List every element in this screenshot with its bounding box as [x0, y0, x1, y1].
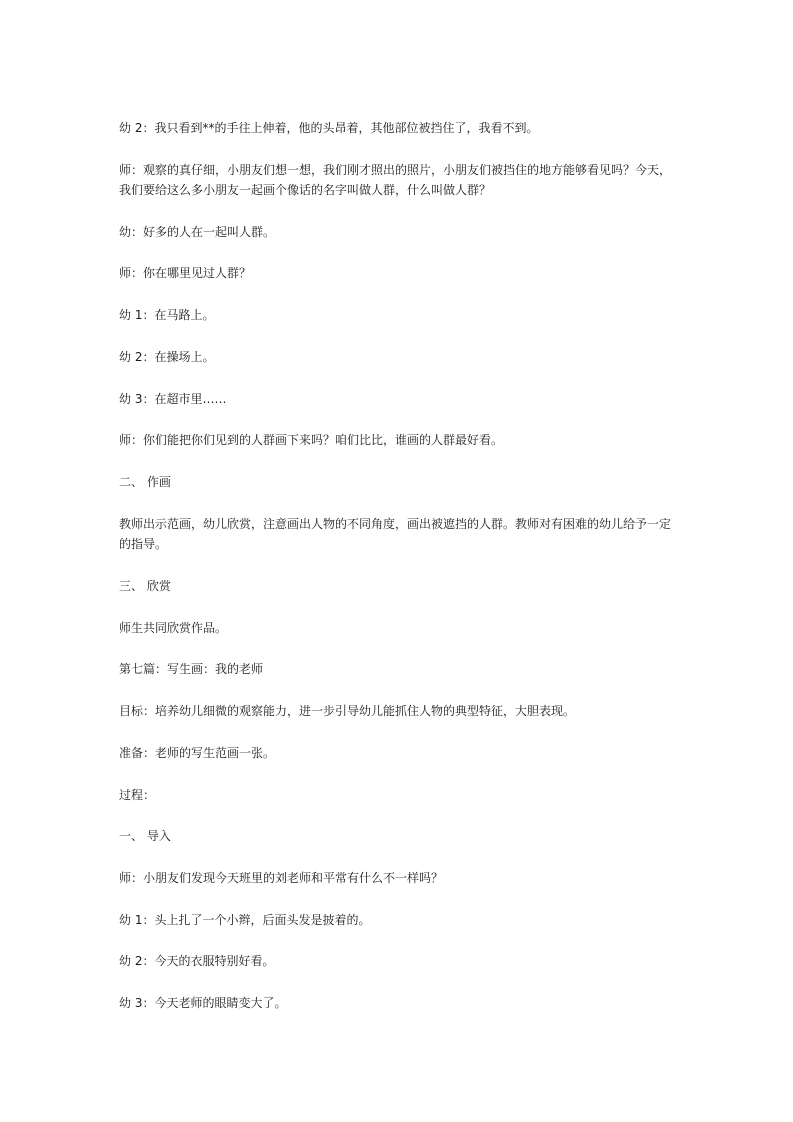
paragraph: 幼 3：今天老师的眼睛变大了。	[119, 996, 287, 1010]
paragraph: 师：你在哪里见过人群？	[119, 266, 252, 280]
paragraph: 幼 3：在超市里……	[119, 392, 227, 406]
paragraph: 幼：好多的人在一起叫人群。	[119, 225, 276, 239]
section-heading: 一、 导入	[119, 829, 171, 843]
paragraph: 准备：老师的写生范画一张。	[119, 746, 276, 760]
section-heading: 三、 欣赏	[119, 579, 171, 593]
paragraph: 师：小朋友们发现今天班里的刘老师和平常有什么不一样吗？	[119, 871, 444, 885]
paragraph: 师：你们能把你们见到的人群画下来吗？咱们比比，谁画的人群最好看。	[119, 433, 504, 447]
paragraph: 师：观察的真仔细，小朋友们想一想，我们刚才照出的照片，小朋友们被挡住的地方能够看见吗？今天，我们要给这么多小朋友一起画个像话的名字叫做人群，什么叫做人群？	[119, 163, 672, 197]
paragraph: 幼 1：头上扎了一个小辫，后面头发是披着的。	[119, 913, 371, 927]
paragraph: 幼 2：我只看到**的手往上伸着，他的头昂着，其他部位被挡住了，我看不到。	[119, 121, 539, 135]
chapter-title: 第七篇：写生画：我的老师	[119, 662, 264, 676]
paragraph: 过程：	[119, 788, 156, 802]
paragraph: 师生共同欣赏作品。	[119, 621, 228, 635]
paragraph: 教师出示范画，幼儿欣赏，注意画出人物的不同角度，画出被遮挡的人群。教师对有困难的幼儿给予一定的指导。	[119, 517, 672, 551]
paragraph: 幼 2：在操场上。	[119, 350, 215, 364]
paragraph: 目标：培养幼儿细微的观察能力，进一步引导幼儿能抓住人物的典型特征，大胆表现。	[119, 704, 576, 718]
section-heading: 二、 作画	[119, 475, 171, 489]
paragraph: 幼 1：在马路上。	[119, 308, 215, 322]
paragraph: 幼 2：今天的衣服特别好看。	[119, 954, 275, 968]
